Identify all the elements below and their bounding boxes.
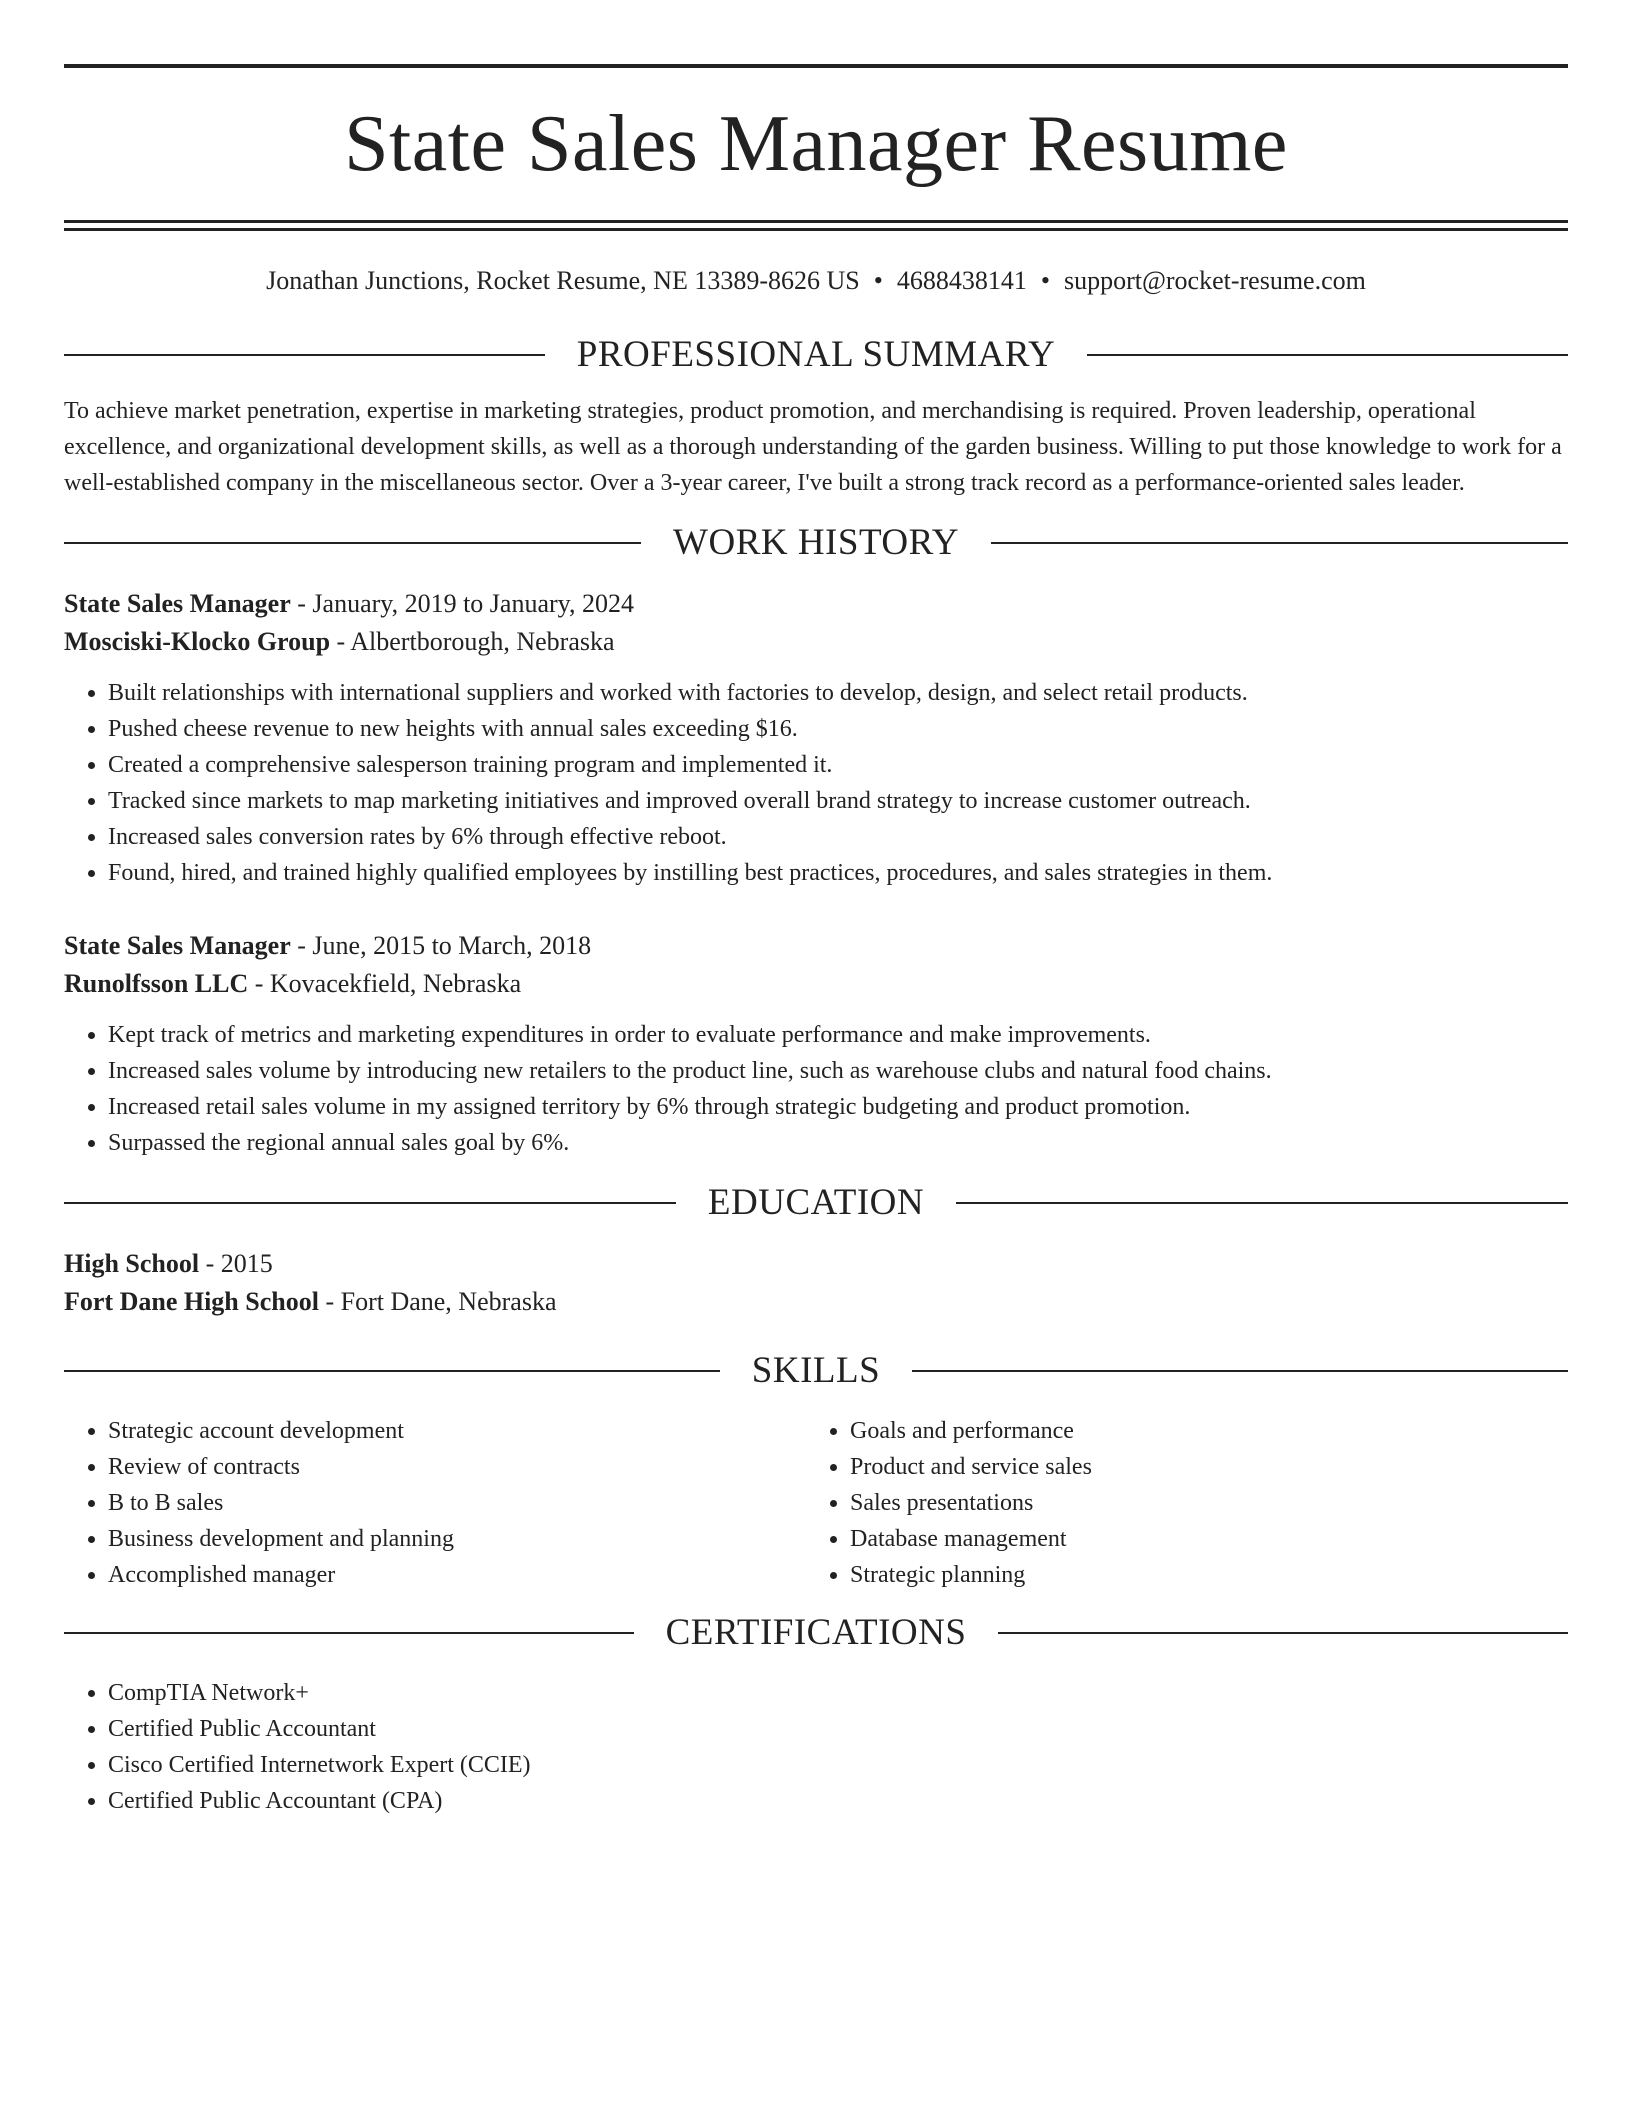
job-bullet: • Pushed cheese revenue to new heights with annual sales exceeding $16. [108,711,1568,747]
heading-rule-right [991,542,1568,544]
skill-item: • Database management [850,1521,1568,1557]
skill-item: • Strategic planning [850,1557,1568,1593]
job-bullet: • Increased sales volume by introducing new retailers to the product line, such as warehouse clubs and natural food chains. [108,1053,1568,1089]
title-double-rule [64,220,1568,231]
section-title-work: WORK HISTORY [673,522,959,563]
job-entry [64,927,1568,1161]
resume-title: State Sales Manager Resume [344,100,1288,188]
section-heading-skills [64,1343,1568,1399]
job-company: Runolfsson LLC [64,969,249,998]
heading-rule-right [1087,354,1568,356]
job-bullets [64,1017,1568,1161]
job-bullet: • Tracked since markets to map marketing initiatives and improved overall brand strategy to increase customer outreach. [108,783,1568,819]
section-heading-education [64,1175,1568,1231]
heading-rule-left [64,542,641,544]
section-heading-summary [64,327,1568,383]
job-bullet: • Built relationships with international suppliers and worked with factories to develop, design, and select retail products. [108,675,1568,711]
skill-item: • Business development and planning [108,1521,806,1557]
skill-item: • Product and service sales [850,1449,1568,1485]
job-title-line [64,927,1568,965]
contact-line [64,265,1568,297]
skill-item: • Sales presentations [850,1485,1568,1521]
section-heading-work [64,515,1568,571]
job-bullet: • Created a comprehensive salesperson training program and implemented it. [108,747,1568,783]
heading-rule-left [64,1370,720,1372]
certification-item: • CompTIA Network+ [108,1675,1568,1711]
job-entry [64,585,1568,891]
section-title-skills: SKILLS [751,1350,881,1391]
job-company: Mosciski-Klocko Group [64,627,331,656]
job-company-line [64,965,1568,1003]
top-rule [64,64,1568,68]
certification-item: • Cisco Certified Internetwork Expert (CCIE) [108,1747,1568,1783]
education-school-line [64,1283,1568,1321]
education-degree-line [64,1245,1568,1283]
job-title: State Sales Manager [64,589,291,618]
resume-page [64,64,1568,1819]
job-title: State Sales Manager [64,931,291,960]
section-heading-certifications [64,1605,1568,1661]
job-title-line [64,585,1568,623]
contact-email: support@rocket-resume.com [1063,266,1366,295]
contact-separator: • [1040,266,1050,295]
skill-item: • Review of contracts [108,1449,806,1485]
skills-grid [64,1413,1568,1593]
skills-list-left [64,1413,806,1593]
skill-item: • B to B sales [108,1485,806,1521]
certification-item: • Certified Public Accountant (CPA) [108,1783,1568,1819]
certification-item: • Certified Public Accountant [108,1711,1568,1747]
heading-rule-left [64,1632,634,1634]
skill-item: • Strategic account development [108,1413,806,1449]
job-location: - Kovacekfield, Nebraska [248,969,522,998]
job-bullet: • Increased sales conversion rates by 6% through effective reboot. [108,819,1568,855]
skill-item: • Goals and performance [850,1413,1568,1449]
job-bullet: • Surpassed the regional annual sales goal by 6%. [108,1125,1568,1161]
section-title-education: EDUCATION [707,1182,925,1223]
contact-phone: 4688438141 [896,266,1027,295]
heading-rule-right [912,1370,1568,1372]
job-location: - Albertborough, Nebraska [330,627,615,656]
job-bullet: • Kept track of metrics and marketing expenditures in order to evaluate performance and make improvements. [108,1017,1568,1053]
contact-address: Jonathan Junctions, Rocket Resume, NE 13389-8626 US [266,266,860,295]
education-location: - Fort Dane, Nebraska [318,1287,557,1316]
skill-item: • Accomplished manager [108,1557,806,1593]
certifications-list [64,1675,1568,1819]
job-bullets [64,675,1568,891]
job-dates: - January, 2019 to January, 2024 [290,589,634,618]
education-year: - 2015 [199,1249,273,1278]
education-entry [64,1245,1568,1321]
job-dates: - June, 2015 to March, 2018 [290,931,592,960]
skills-list-right [806,1413,1568,1593]
heading-rule-right [956,1202,1568,1204]
summary-text: To achieve market penetration, expertise in marketing strategies, product promotion, and merchandising is required. Proven leadership, operational excellence, and organizational development skills, as well as a thorough understanding of the garden business. Willing to put those knowledge to work for a well-established company in the miscellaneous sector. Over a 3-year career, I've built a strong track record as a performance-oriented sales leader. [64,398,1562,496]
job-bullet: • Increased retail sales volume in my assigned territory by 6% through strategic budgeting and product promotion. [108,1089,1568,1125]
education-degree: High School [64,1249,200,1278]
job-bullet: • Found, hired, and trained highly qualified employees by instilling best practices, procedures, and sales strategies in them. [108,855,1568,891]
contact-separator: • [873,266,883,295]
section-title-summary: PROFESSIONAL SUMMARY [576,334,1056,375]
heading-rule-left [64,1202,676,1204]
education-school: Fort Dane High School [64,1287,319,1316]
job-company-line [64,623,1568,661]
section-title-certifications: CERTIFICATIONS [665,1612,967,1653]
heading-rule-left [64,354,545,356]
heading-rule-right [998,1632,1568,1634]
